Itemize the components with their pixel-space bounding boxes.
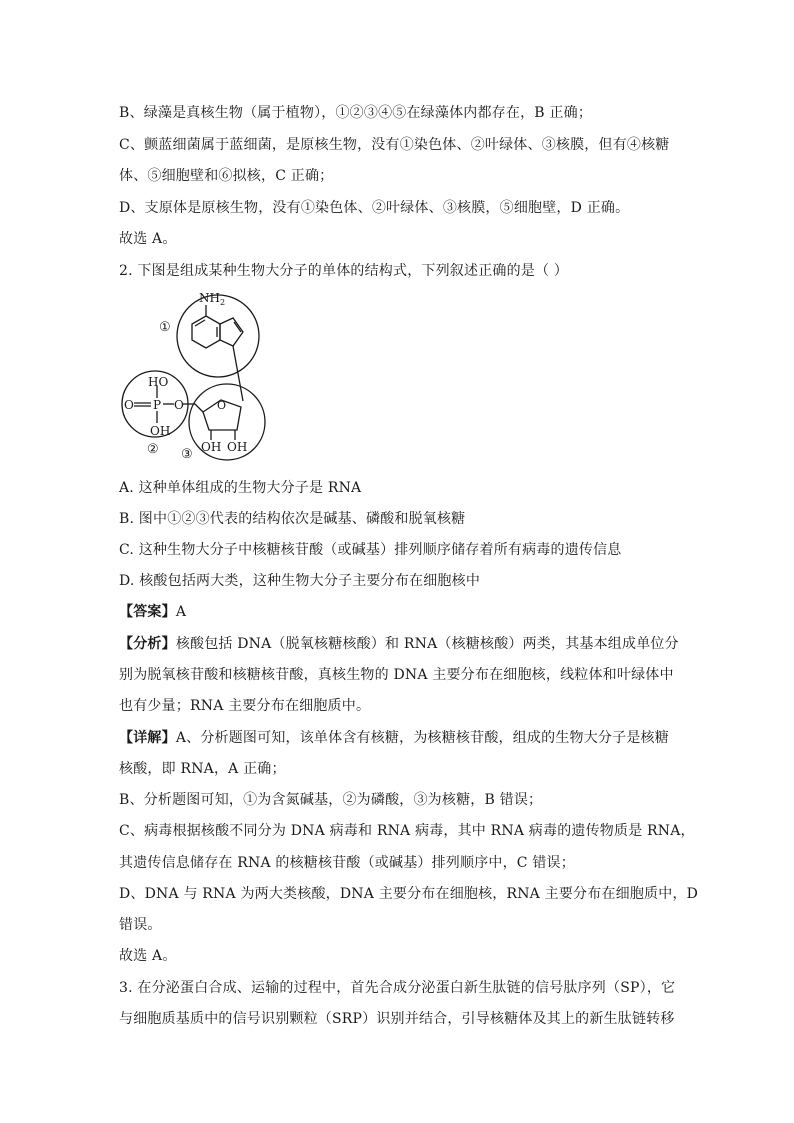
phosphate-ho-label: HO	[148, 375, 169, 389]
detail-label: 【详解】	[119, 730, 176, 746]
oh-right-label: OH	[227, 440, 248, 454]
q2-option-d: D. 核酸包括两大类，这种生物大分子主要分布在细胞核中	[119, 573, 481, 589]
ring-oxygen-label: O	[217, 399, 227, 412]
q1-detail-b: B、绿藻是真核生物（属于植物），①②③④⑤在绿藻体内都存在，B 正确；	[119, 105, 593, 121]
label-1-circle: ①	[159, 320, 171, 335]
q2-detail-d-line2: 错误。	[119, 917, 162, 933]
label-3-circle: ③	[181, 447, 193, 462]
q2-answer	[119, 602, 679, 622]
q2-analysis-line1	[119, 634, 679, 654]
phosphate-p-label: P	[153, 398, 162, 412]
q2-stem: 2. 下图是组成某种生物大分子的单体的结构式，下列叙述正确的是（ ）	[119, 263, 569, 279]
detail-a-text: A、分析题图可知，该单体含有核糖，为核糖核苷酸，组成的生物大分子是核糖	[175, 730, 669, 746]
amino-group-label: $NH_2$	[199, 291, 226, 307]
oh-left-label: OH	[201, 440, 222, 454]
q1-detail-c-line2: 体、⑤细胞壁和⑥拟核，C 正确；	[119, 168, 334, 184]
q2-option-c: C. 这种生物大分子中核糖核苷酸（或碱基）排列顺序储存着所有病毒的遗传信息	[119, 542, 622, 558]
q2-detail-d-line1: D、DNA 与 RNA 为两大类核酸，DNA 主要分布在细胞核，RNA 主要分布在细胞质中，D	[119, 886, 699, 902]
base-circle	[177, 295, 259, 377]
q2-analysis-line2: 别为脱氧核苷酸和核糖核苷酸，真核生物的 DNA 主要分布在细胞核，线粒体和叶绿体中	[119, 667, 674, 683]
q2-choose: 故选 A。	[119, 948, 177, 964]
q3-stem-line2: 与细胞质基质中的信号识别颗粒（SRP）识别并结合，引导核糖体及其上的新生肽链转移	[119, 1011, 675, 1027]
analysis-text-1: 核酸包括 DNA（脱氧核糖核酸）和 RNA（核糖核酸）两类，其基本组成单位分	[175, 636, 679, 652]
nucleotide-structure-figure	[115, 285, 285, 470]
q1-detail-c-line1: C、颤蓝细菌属于蓝细菌，是原核生物，没有①染色体、②叶绿体、③核膜，但有④核糖	[119, 137, 670, 153]
q2-detail-a-line1	[119, 728, 679, 748]
q2-detail-a-line2: 核酸，即 RNA，A 正确；	[119, 761, 286, 777]
q2-detail-b: B、分析题图可知，①为含氮碱基，②为磷酸，③为核糖，B 错误；	[119, 792, 543, 808]
label-2-circle: ②	[147, 442, 159, 457]
q3-stem-line1: 3. 在分泌蛋白合成、运输的过程中，首先合成分泌蛋白新生肽链的信号肽序列（SP），它	[119, 980, 676, 996]
answer-label: 【答案】	[119, 604, 176, 620]
q2-option-a: A. 这种单体组成的生物大分子是 RNA	[119, 480, 362, 496]
analysis-label: 【分析】	[119, 636, 176, 652]
pyrimidine-ring	[192, 316, 220, 348]
q2-detail-c-line1: C、病毒根据核酸不同分为 DNA 病毒和 RNA 病毒，其中 RNA 病毒的遗传物质是 RNA，	[119, 823, 695, 839]
phosphate-oh-label: OH	[150, 424, 171, 438]
q1-choose: 故选 A。	[119, 231, 177, 247]
q2-detail-c-line2: 其遗传信息储存在 RNA 的核糖核苷酸（或碱基）排列顺序中，C 错误；	[119, 855, 575, 871]
phosphate-double-o-label: O	[124, 398, 134, 412]
answer-value: A	[175, 604, 187, 620]
q2-option-b: B. 图中①②③代表的结构依次是碱基、磷酸和脱氧核糖	[119, 511, 466, 527]
imidazole-ring	[220, 318, 243, 346]
q1-detail-d: D、支原体是原核生物，没有①染色体、②叶绿体、③核膜，⑤细胞壁，D 正确。	[119, 200, 630, 216]
q2-analysis-line3: 也有少量；RNA 主要分布在细胞质中。	[119, 698, 371, 714]
phosphate-o-label: O	[174, 398, 184, 412]
